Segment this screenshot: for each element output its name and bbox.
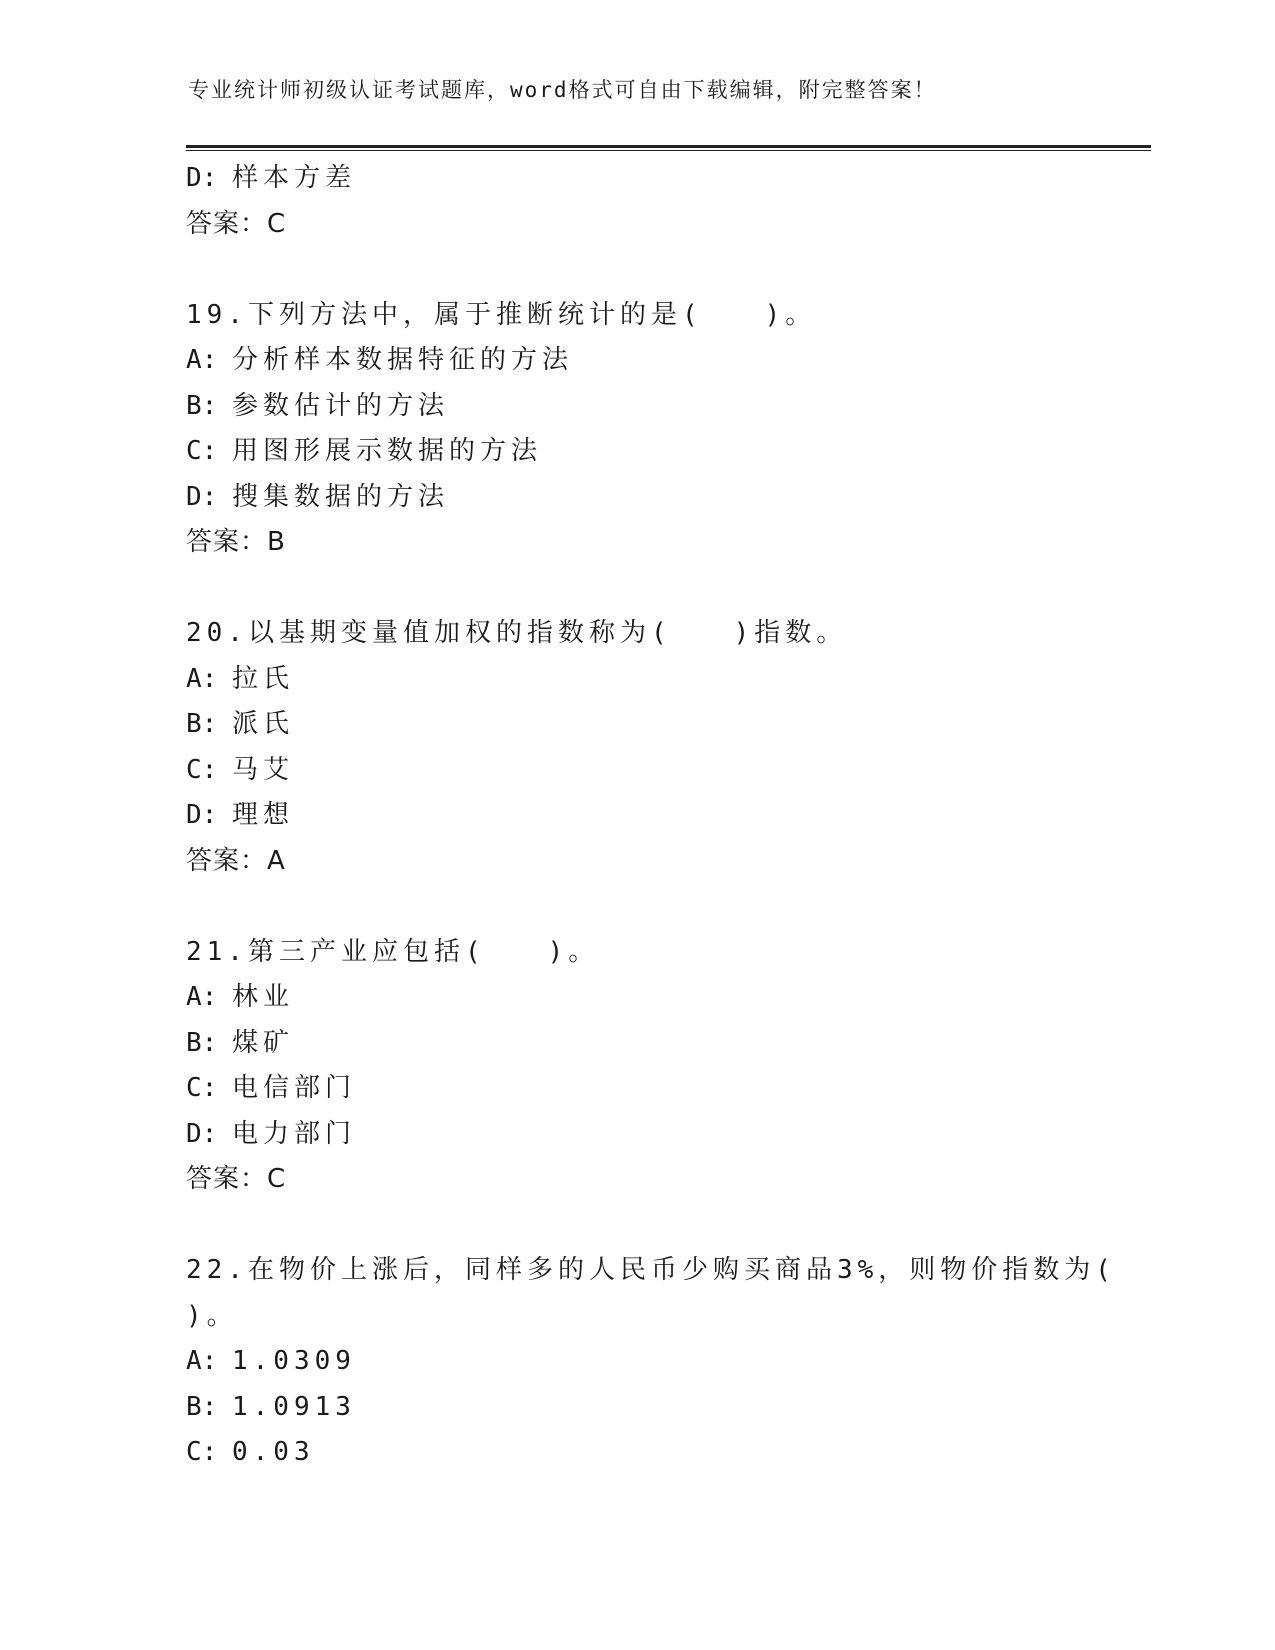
option-key: B: [186,1391,218,1422]
option-text: 煤矿 [232,1027,295,1058]
option-key: C: [186,1073,218,1103]
option-text: 参数估计的方法 [232,390,450,421]
spacer [186,1203,1086,1249]
question-list [186,156,1116,1476]
option-key: C: [186,754,218,785]
option-text: 电力部门 [232,1118,357,1149]
answer: 答案：A [186,845,286,876]
question-stem: 19.下列方法中，属于推断统计的是( )。 [186,299,817,330]
option-text: 马艾 [232,754,295,785]
option-b [186,702,1086,748]
option-d [186,793,1086,839]
spacer [186,566,1086,612]
option-key: A: [186,1346,218,1376]
option-c [186,1066,1086,1112]
option-d [186,475,1086,521]
option-text: 用图形展示数据的方法 [232,436,543,466]
option-d [186,1112,1086,1158]
option-key: D: [186,481,218,512]
option-text: 理想 [232,800,295,830]
option-key: B: [186,390,218,421]
option-key: B: [186,1027,218,1058]
header-rule-thick [186,145,1151,148]
option-text: 拉氏 [232,663,295,694]
option-d [186,156,1086,202]
option-text: 分析样本数据特征的方法 [232,345,574,375]
answer: 答案：C [186,1164,287,1194]
option-b [186,1021,1086,1067]
spacer [186,884,1086,930]
option-text: 派氏 [232,709,295,739]
answer: 答案：C [186,208,287,239]
spacer [186,247,1086,293]
page-header: 专业统计师初级认证考试题库，word格式可自由下载编辑，附完整答案！ [188,78,937,102]
option-text: 1.0309 [232,1346,356,1376]
option-key: A: [186,345,218,375]
option-b [186,1385,1086,1431]
option-text: 1.0913 [232,1391,356,1422]
option-text: 电信部门 [232,1073,357,1103]
option-text: 林业 [232,982,295,1012]
option-b [186,384,1086,430]
option-key: A: [186,663,218,694]
option-key: D: [186,800,218,830]
option-a [186,657,1086,703]
option-a [186,1339,1086,1385]
question-stem: 22.在物价上涨后，同样多的人民币少购买商品3%，则物价指数为( [186,1255,1116,1285]
option-text: 搜集数据的方法 [232,481,450,512]
answer: 答案：B [186,527,286,557]
question-stem: 21.第三产业应包括( )。 [186,936,600,967]
question-stem-continued: )。 [186,1300,238,1331]
option-a [186,338,1086,384]
option-text: 0.03 [232,1437,315,1467]
option-key: C: [186,1437,218,1467]
option-text: 样本方差 [232,163,357,193]
header-rule-thin [186,150,1151,151]
option-c [186,429,1086,475]
option-key: A: [186,982,218,1012]
option-key: C: [186,436,218,466]
option-a [186,975,1086,1021]
option-key: D: [186,163,218,193]
question-stem: 20.以基期变量值加权的指数称为( )指数。 [186,618,848,648]
option-c [186,1430,1086,1476]
option-key: B: [186,709,218,739]
option-c [186,748,1086,794]
option-key: D: [186,1118,218,1149]
